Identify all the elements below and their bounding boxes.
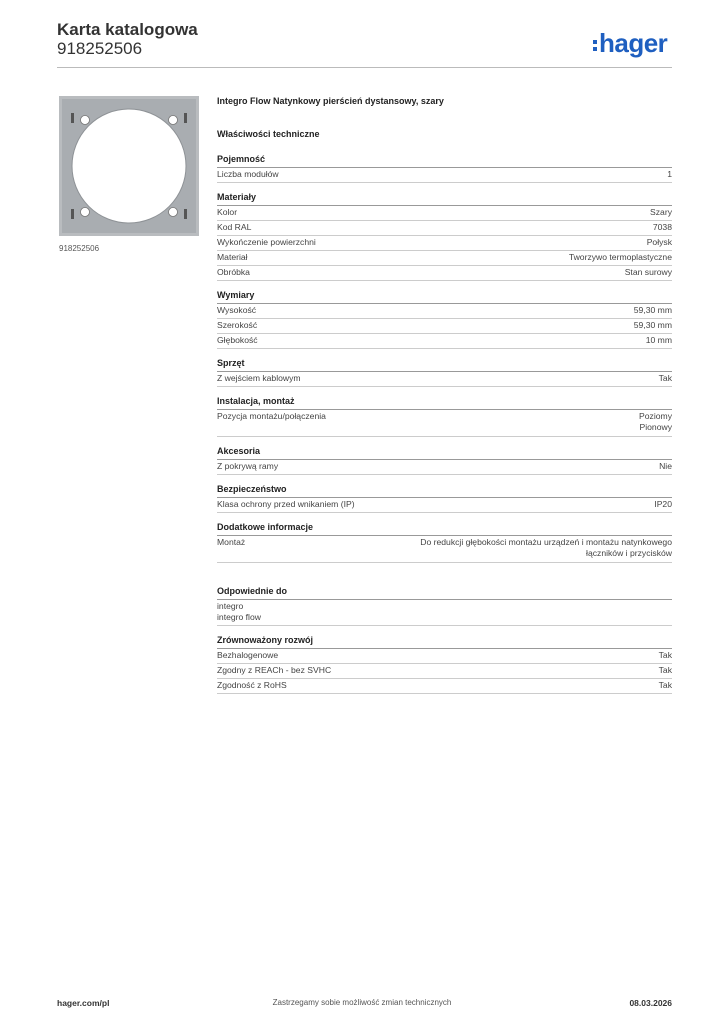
spec-row: Wykończenie powierzchni Połysk — [217, 236, 672, 251]
section-title: Odpowiednie do — [217, 586, 672, 600]
document-title: Karta katalogowa — [57, 20, 198, 39]
section-zrownowazony — [217, 635, 672, 694]
section-title: Wymiary — [217, 290, 672, 304]
list-item: integro integro flow — [217, 600, 672, 626]
section-title: Sprzęt — [217, 358, 672, 372]
product-name: Integro Flow Natynkowy pierścień dystansowy, szary — [217, 96, 444, 106]
section-instalacja — [217, 396, 672, 437]
logo-dots-icon — [593, 37, 597, 54]
section-materialy — [217, 192, 672, 281]
spec-row: Kod RAL 7038 — [217, 221, 672, 236]
section-akcesoria — [217, 446, 672, 475]
logo-text: hager — [599, 28, 668, 58]
section-pojemnosc — [217, 154, 672, 183]
spec-row: Bezhalogenowe Tak — [217, 649, 672, 664]
section-title: Akcesoria — [217, 446, 672, 460]
section-title: Materiały — [217, 192, 672, 206]
section-title: Instalacja, montaż — [217, 396, 672, 410]
header-divider — [57, 67, 672, 68]
spec-row: Kolor Szary — [217, 206, 672, 221]
footer-disclaimer: Zastrzegamy sobie możliwość zmian technicznych — [272, 998, 452, 1007]
spec-row: Klasa ochrony przed wnikaniem (IP) IP20 — [217, 498, 672, 513]
footer-website: hager.com/pl — [57, 998, 110, 1008]
spec-row: Liczba modułów 1 — [217, 168, 672, 183]
product-image — [59, 96, 199, 236]
spec-row: Głębokość 10 mm — [217, 334, 672, 349]
spec-content — [217, 96, 672, 703]
spec-row: Szerokość 59,30 mm — [217, 319, 672, 334]
spec-row: Zgodny z REACh - bez SVHC Tak — [217, 664, 672, 679]
section-title: Pojemność — [217, 154, 672, 168]
section-title: Bezpieczeństwo — [217, 484, 672, 498]
section-sprzet — [217, 358, 672, 387]
hager-logo — [593, 28, 667, 59]
tech-heading: Właściwości techniczne — [217, 129, 320, 139]
section-title: Dodatkowe informacje — [217, 522, 672, 536]
spec-row: Materiał Tworzywo termoplastyczne — [217, 251, 672, 266]
spec-row: Obróbka Stan surowy — [217, 266, 672, 281]
spec-row: Zgodność z RoHS Tak — [217, 679, 672, 694]
catalog-number: 918252506 — [57, 39, 143, 58]
spec-row: Montaż Do redukcji głębokości montażu urządzeń i montażu natynkowego łączników i przycisków — [217, 536, 672, 563]
image-caption: 918252506 — [59, 244, 100, 253]
footer-date: 08.03.2026 — [629, 998, 672, 1008]
spec-row: Wysokość 59,30 mm — [217, 304, 672, 319]
section-wymiary — [217, 290, 672, 349]
spec-row: Pozycja montażu/połączenia Poziomy Pionowy — [217, 410, 672, 437]
section-bezpieczenstwo — [217, 484, 672, 513]
spec-row: Z wejściem kablowym Tak — [217, 372, 672, 387]
section-odpowiednie — [217, 586, 672, 626]
section-dodatkowe — [217, 522, 672, 563]
spec-row: Z pokrywą ramy Nie — [217, 460, 672, 475]
section-title: Zrównoważony rozwój — [217, 635, 672, 649]
